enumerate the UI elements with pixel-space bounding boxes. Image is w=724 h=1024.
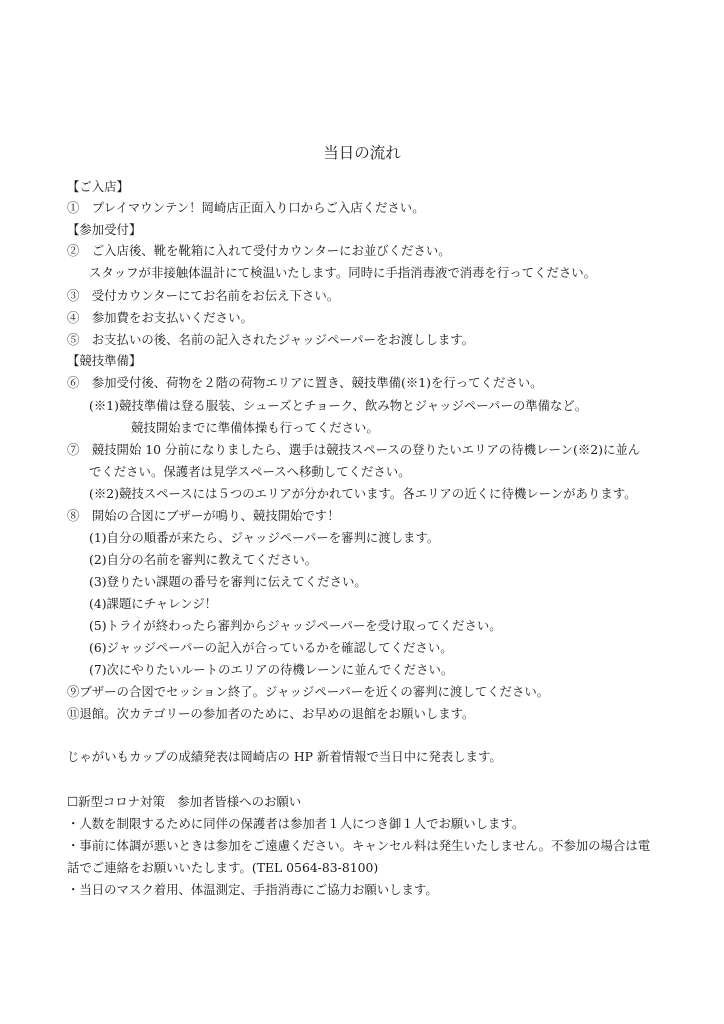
step-5: ⑤ お支払いの後、名前の記入されたジャッジペーパーをお渡しします。	[67, 332, 475, 347]
substep: (4)課題にチャレンジ！	[89, 596, 218, 611]
step-8: ⑧ 開始の合図にブザーが鳴り、競技開始です！	[67, 508, 340, 523]
step-4: ④ 参加費をお支払いください。	[67, 310, 253, 325]
covid-item-2: ・事前に体調が悪いときは参加をご遠慮ください。キャンセル料は発生いたしません。不参加の場合は電	[67, 838, 651, 853]
step-3: ③ 受付カウンターにてお名前をお伝え下さい。	[67, 288, 340, 303]
covid-item-3: ・当日のマスク着用、体温測定、手指消毒にご協力お願いします。	[67, 882, 438, 897]
covid-heading: ☐新型コロナ対策 参加者皆様へのお願い	[67, 794, 302, 809]
step-11: ⑪退館。次カテゴリーの参加者のために、お早めの退館をお願いします。	[67, 706, 475, 721]
section-heading-entry: 【ご入店】	[67, 179, 129, 194]
step-2-note: スタッフが非接触体温計にて検温いたします。同時に手指消毒液で消毒を行ってください。	[89, 265, 597, 280]
substep: (6)ジャッジペーパーの記入が合っているかを確認してください。	[89, 640, 453, 655]
covid-item-2-cont: 話でご連絡をお願いいたします。(TEL 0564-83-8100)	[67, 860, 379, 875]
substep: (7)次にやりたいルートのエリアの待機レーンに並んでください。	[89, 662, 454, 677]
covid-item-1: ・人数を制限するために同伴の保護者は参加者１人につき御１人でお願いします。	[67, 816, 525, 831]
step-9: ⑨ブザーの合図でセッション終了。ジャッジペーパーを近くの審判に渡してください。	[67, 684, 550, 699]
step-2: ② ご入店後、靴を靴箱に入れて受付カウンターにお並びください。	[67, 243, 451, 258]
section-heading-reception: 【参加受付】	[67, 222, 142, 237]
page-title: 当日の流れ	[323, 144, 401, 162]
step-6-note: (※1)競技準備は登る服装、シューズとチョーク、飲み物とジャッジペーパーの準備など。	[89, 398, 588, 413]
substep: (3)登りたい課題の番号を審判に伝えてください。	[89, 574, 367, 589]
step-7-cont: でください。保護者は見学スペースへ移動してください。	[89, 464, 411, 479]
step-6-note-2: 競技開始までに準備体操も行ってください。	[131, 420, 379, 435]
substep: (5)トライが終わったら審判からジャッジペーパーを受け取ってください。	[89, 618, 502, 633]
step-7: ⑦ 競技開始 10 分前になりましたら、選手は競技スペースの登りたいエリアの待機レーン(※2)に並ん	[67, 442, 641, 457]
section-heading-prep: 【競技準備】	[67, 353, 142, 368]
step-6: ⑥ 参加受付後、荷物を２階の荷物エリアに置き、競技準備(※1)を行ってください。	[67, 375, 543, 390]
substep: (1)自分の順番が来たら、ジャッジペーパーを審判に渡します。	[89, 530, 440, 545]
step-7-note: (※2)競技スペースには５つのエリアが分かれています。各エリアの近くに待機レーンがあります。	[89, 486, 637, 501]
substep: (2)自分の名前を審判に教えてください。	[89, 552, 318, 567]
step-1: ① プレイマウンテン！岡崎店正面入り口からご入店ください。	[67, 200, 425, 215]
results-note: じゃがいもカップの成績発表は岡崎店の HP 新着情報で当日中に発表します。	[67, 749, 502, 764]
